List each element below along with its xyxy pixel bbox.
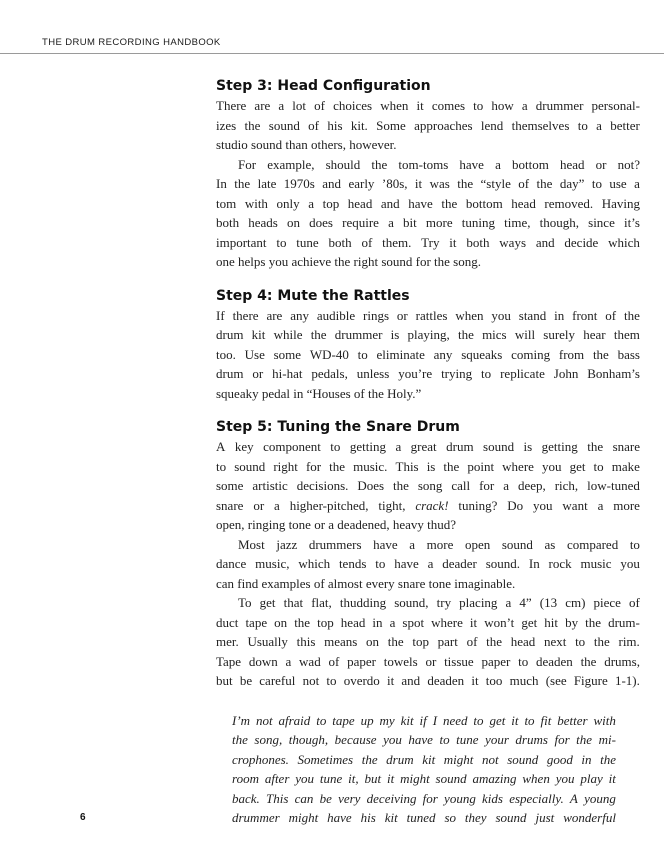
body-line: There are a lot of choices when it comes to how a drummer personal-	[216, 98, 640, 113]
quote-line: room after you tune it, but it might sound amazing when you play it	[232, 771, 616, 786]
body-line: duct tape on the top head in a spot where it won’t get hit by the drum-	[216, 614, 640, 630]
body-line: important to tune both of them. Try it both ways and decide which	[216, 234, 640, 250]
body-line: squeaky pedal in “Houses of the Holy.”	[216, 385, 422, 401]
body-line: both heads on does require a bit more tuning time, though, since it’s	[216, 215, 640, 230]
body-line: one helps you achieve the right sound for the song.	[216, 254, 481, 269]
body-line: izes the sound of his kit. Some approaches lend themselves to a better	[216, 117, 640, 133]
body-line: drum or hi-hat pedals, unless you’re trying to replicate John Bonham’s	[216, 366, 640, 381]
body-line: snare or a higher-pitched, tight, crack! tuning? Do you want a more	[216, 497, 640, 513]
quote-line: the song, though, because you have to tune your drums for the mi-	[232, 732, 616, 747]
body-line: Tape down a wad of paper towels or tissue paper to deaden the drums,	[216, 653, 640, 669]
pull-quote	[216, 711, 640, 828]
quote-line: crophones. Sometimes the drum kit might not sound good in the	[232, 751, 616, 767]
quote-line: I’m not afraid to tape up my kit if I need to get it to fit better with	[232, 712, 616, 728]
body-line: studio sound than others, however.	[216, 137, 397, 152]
body-column	[216, 76, 640, 828]
body-line: some artistic decisions. Does the song call for a deep, rich, low-tuned	[216, 478, 640, 493]
body-line: can find examples of almost every snare tone imaginable.	[216, 575, 516, 591]
section-body-step-3	[216, 96, 640, 272]
page-number: 6	[80, 812, 86, 823]
body-line: dance music, which tends to have a deader sound. In rock music you	[216, 556, 640, 571]
body-line: In the late 1970s and early ’80s, it was the “style of the day” to use a	[216, 176, 640, 191]
quote-line: drummer might have his kit tuned so they sound just wonderful	[232, 810, 616, 825]
header-rule	[0, 53, 664, 54]
body-line: tom with only a top head and have the bottom head removed. Having	[216, 195, 640, 211]
body-line: to sound right for the music. This is the point where you get to make	[216, 458, 640, 474]
section-heading-step-5: Step 5: Tuning the Snare Drum	[216, 419, 460, 435]
body-line: too. Use some WD-40 to eliminate any squeaks coming from the bass	[216, 346, 640, 362]
section-heading-step-4: Step 4: Mute the Rattles	[216, 287, 410, 304]
running-head: THE DRUM RECORDING HANDBOOK	[42, 37, 221, 48]
body-line: drum kit while the drummer is playing, the mics will surely hear them	[216, 327, 640, 342]
body-line: Most jazz drummers have a more open sound as compared to	[238, 536, 640, 552]
quote-line: back. This can be very deceiving for young kids especially. A young	[232, 790, 616, 806]
body-line: For example, should the tom-toms have a bottom head or not?	[238, 156, 640, 172]
body-line: but be careful not to overdo it and deaden it too much (see Figure 1-1).	[216, 673, 640, 688]
body-line: A key component to getting a great drum sound is getting the snare	[216, 439, 640, 454]
body-line: To get that flat, thudding sound, try placing a 4” (13 cm) piece of	[238, 595, 640, 610]
section-body-step-4	[216, 306, 640, 404]
body-line: open, ringing tone or a deadened, heavy thud?	[216, 517, 457, 532]
section-heading-step-3: Step 3: Head Configuration	[216, 78, 431, 94]
body-line: If there are any audible rings or rattles when you stand in front of the	[216, 307, 640, 323]
section-body-step-5	[216, 437, 640, 691]
body-line: mer. Usually this means on the top part of the head next to the rim.	[216, 634, 640, 649]
